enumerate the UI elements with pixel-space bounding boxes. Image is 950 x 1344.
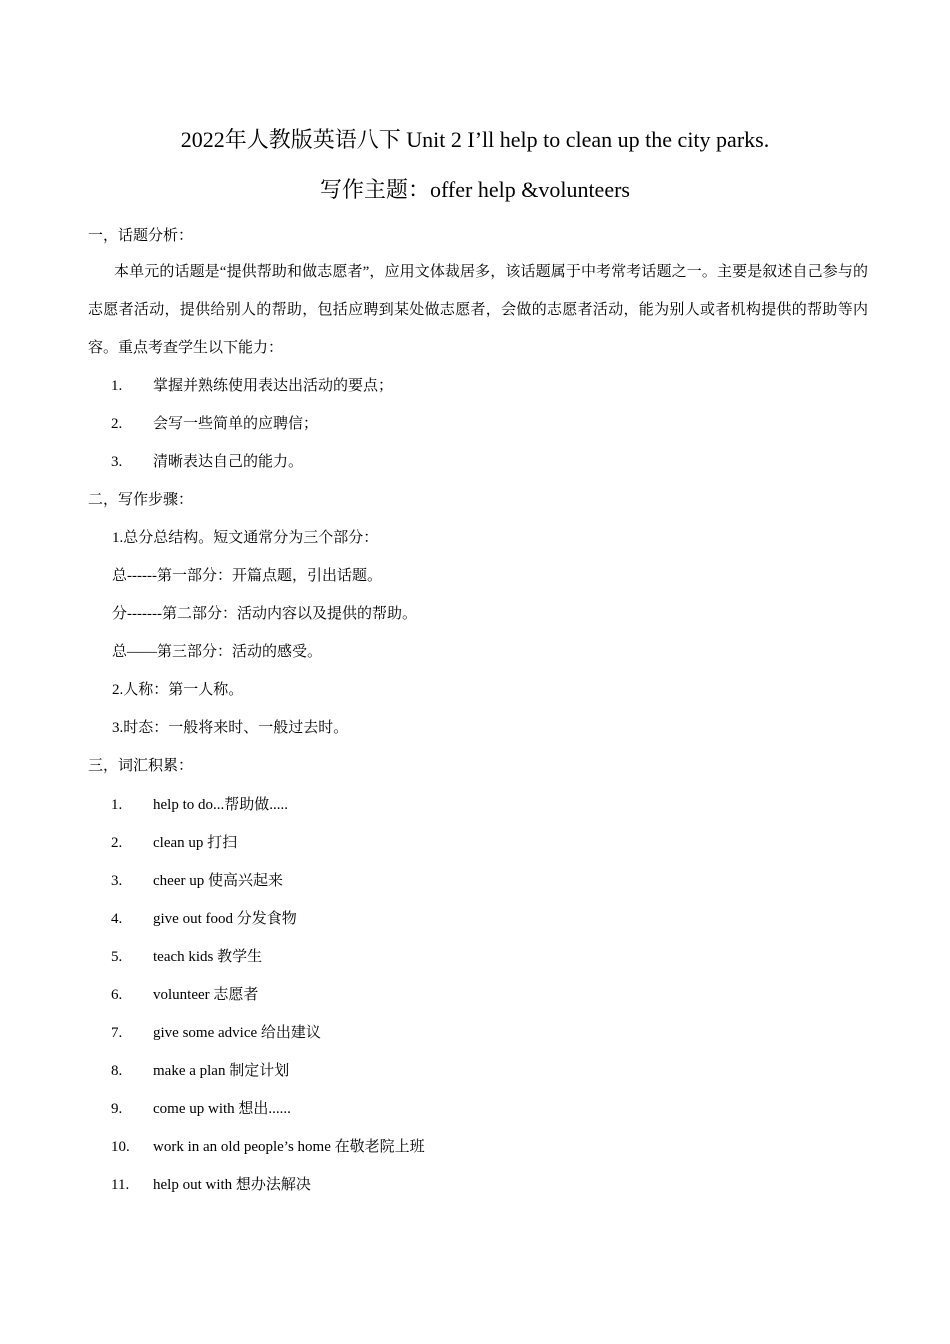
document-title: 2022年人教版英语八下 Unit 2 I’ll help to clean up the city parks. xyxy=(180,127,770,152)
writing-step-line: 3.时态：一般将来时、一般过去时。 xyxy=(112,720,349,736)
vocab-item-text: clean up 打扫 xyxy=(153,835,238,851)
document-subtitle: 写作主题：offer help &volunteers xyxy=(320,177,630,202)
vocab-item-number: 3. xyxy=(111,873,123,889)
list-item-text: 掌握并熟练使用表达出活动的要点； xyxy=(153,378,394,394)
list-item-number: 2. xyxy=(111,416,123,432)
section-heading-vocabulary: 三，词汇积累： xyxy=(88,758,194,774)
writing-step-line: 2.人称：第一人称。 xyxy=(112,682,244,698)
vocab-item-text: help out with 想办法解决 xyxy=(153,1177,311,1193)
section-heading-writing-steps: 二，写作步骤： xyxy=(88,492,194,508)
vocab-item-number: 1. xyxy=(111,797,123,813)
vocab-item-number: 5. xyxy=(111,949,123,965)
list-item-text: 会写一些简单的应聘信； xyxy=(153,416,319,432)
vocab-item-text: make a plan 制定计划 xyxy=(153,1063,290,1079)
vocab-item-number: 9. xyxy=(111,1101,123,1117)
vocab-item-number: 7. xyxy=(111,1025,123,1041)
vocab-item-text: work in an old people’s home 在敬老院上班 xyxy=(153,1139,425,1155)
vocab-item-number: 10. xyxy=(111,1139,130,1155)
list-item-number: 1. xyxy=(111,378,123,394)
vocab-item-text: teach kids 教学生 xyxy=(153,949,263,965)
writing-step-line: 总------第一部分：开篇点题，引出话题。 xyxy=(112,568,382,584)
vocab-item-number: 6. xyxy=(111,987,123,1003)
vocab-item-number: 11. xyxy=(111,1177,130,1193)
vocab-item-number: 2. xyxy=(111,835,123,851)
vocab-item-text: give some advice 给出建议 xyxy=(153,1025,321,1041)
writing-step-line: 1.总分总结构。短文通常分为三个部分： xyxy=(112,530,379,546)
writing-step-line: 分-------第二部分：活动内容以及提供的帮助。 xyxy=(112,606,417,622)
list-item-number: 3. xyxy=(111,454,123,470)
section-heading-topic-analysis: 一，话题分析： xyxy=(88,228,194,244)
writing-step-line: 总——第三部分：活动的感受。 xyxy=(112,644,323,660)
vocab-item-text: give out food 分发食物 xyxy=(153,911,297,927)
vocab-item-number: 4. xyxy=(111,911,123,927)
vocab-item-number: 8. xyxy=(111,1063,123,1079)
list-item-text: 清晰表达自己的能力。 xyxy=(153,454,304,470)
vocab-item-text: help to do...帮助做..... xyxy=(153,797,288,813)
vocab-item-text: cheer up 使高兴起来 xyxy=(153,873,283,889)
vocab-item-text: volunteer 志愿者 xyxy=(153,987,259,1003)
vocab-item-text: come up with 想出...... xyxy=(153,1101,291,1117)
topic-analysis-paragraph: 本单元的话题是“提供帮助和做志愿者”，应用文体裁居多，该话题属于中考常考话题之一。主要是叙述自己参与的志愿者活动，提供给别人的帮助，包括应聘到某处做志愿者，会做的志愿者活动，能为别人或者机构提供的帮助等内容。重点考查学生以下能力： xyxy=(88,264,868,356)
